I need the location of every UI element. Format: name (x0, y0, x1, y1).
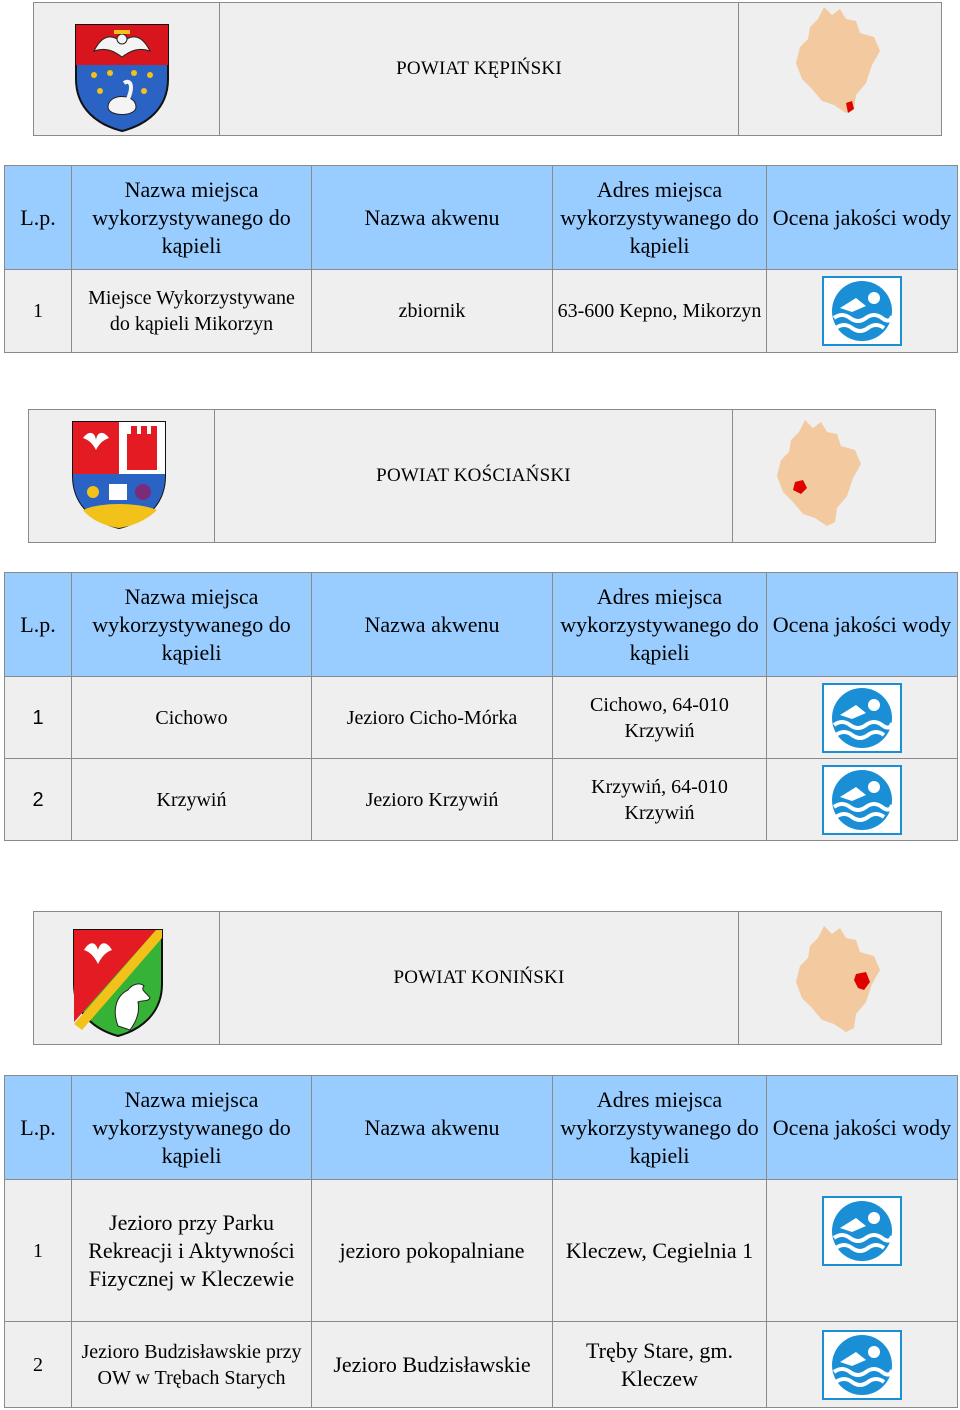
row-place: Jezioro przy Parku Rekreacji i Aktywności Fizycznej w Kleczewie (72, 1180, 312, 1322)
swimmer-icon (822, 683, 902, 753)
row-address: Kleczew, Cegielnia 1 (553, 1180, 767, 1322)
table-row (5, 677, 958, 759)
header-address: Adres miejsca wykorzystywanego do kąpieli (553, 1076, 767, 1180)
region-map-icon (775, 418, 865, 528)
row-place: Cichowo (72, 677, 312, 759)
row-water: Jezioro Krzywiń (312, 759, 553, 841)
row-address: Cichowo, 64-010 Krzywiń (553, 677, 767, 759)
row-address: 63-600 Kepno, Mikorzyn (553, 270, 767, 353)
header-water: Nazwa akwenu (312, 1076, 553, 1180)
row-lp: 1 (5, 677, 72, 759)
row-water: Jezioro Cicho-Mórka (312, 677, 553, 759)
header-quality: Ocena jakości wody (767, 166, 958, 270)
header-address: Adres miejsca wykorzystywanego do kąpieli (553, 573, 767, 677)
row-quality (767, 1180, 958, 1322)
header-place: Nazwa miejsca wykorzystywanego do kąpieli (72, 573, 312, 677)
coat-of-arms-konin-icon (70, 926, 166, 1038)
header-place: Nazwa miejsca wykorzystywanego do kąpieli (72, 166, 312, 270)
header-water: Nazwa akwenu (312, 573, 553, 677)
header-quality: Ocena jakości wody (767, 573, 958, 677)
swimmer-icon (822, 1330, 902, 1400)
row-quality (767, 759, 958, 841)
map-cell (738, 3, 943, 135)
header-quality: Ocena jakości wody (767, 1076, 958, 1180)
region-map-icon (794, 5, 884, 115)
swimmer-icon (822, 765, 902, 835)
powiat-title: POWIAT KONIŃSKI (393, 967, 565, 988)
header-place: Nazwa miejsca wykorzystywanego do kąpieli (72, 1076, 312, 1180)
powiat-banner-kepno (33, 2, 942, 136)
row-quality (767, 270, 958, 353)
row-lp: 2 (5, 759, 72, 841)
row-lp: 2 (5, 1322, 72, 1408)
powiat-title: POWIAT KĘPIŃSKI (396, 58, 562, 79)
row-place: Krzywiń (72, 759, 312, 841)
bathing-table-konin (4, 1075, 958, 1408)
table-row (5, 270, 958, 353)
row-quality (767, 677, 958, 759)
region-map-icon (794, 924, 884, 1034)
coat-of-arms-cell (34, 912, 220, 1044)
powiat-banner-konin (33, 911, 942, 1045)
row-quality (767, 1322, 958, 1408)
bathing-table-koscian (4, 572, 958, 841)
row-lp: 1 (5, 1180, 72, 1322)
row-place: Miejsce Wykorzystywane do kąpieli Mikorzyn (72, 270, 312, 353)
coat-of-arms-cell (34, 3, 220, 135)
header-address: Adres miejsca wykorzystywanego do kąpieli (553, 166, 767, 270)
header-lp: L.p. (5, 166, 72, 270)
bathing-table-kepno (4, 165, 958, 353)
swimmer-icon (822, 1196, 902, 1266)
table-row (5, 1180, 958, 1322)
row-water: zbiornik (312, 270, 553, 353)
coat-of-arms-kepno-icon (72, 21, 172, 133)
header-water: Nazwa akwenu (312, 166, 553, 270)
row-place: Jezioro Budzisławskie przy OW w Trębach Starych (72, 1322, 312, 1408)
row-lp: 1 (5, 270, 72, 353)
powiat-title: POWIAT KOŚCIAŃSKI (376, 465, 571, 486)
map-cell (738, 912, 943, 1044)
row-address: Krzywiń, 64-010 Krzywiń (553, 759, 767, 841)
coat-of-arms-koscian-icon (69, 418, 169, 530)
table-row (5, 1322, 958, 1408)
header-lp: L.p. (5, 1076, 72, 1180)
row-water: Jezioro Budzisławskie (312, 1322, 553, 1408)
coat-of-arms-cell (29, 410, 215, 542)
header-lp: L.p. (5, 573, 72, 677)
swimmer-icon (822, 276, 902, 346)
row-address: Tręby Stare, gm. Kleczew (553, 1322, 767, 1408)
table-row (5, 759, 958, 841)
powiat-banner-koscian (28, 409, 936, 543)
row-water: jezioro pokopalniane (312, 1180, 553, 1322)
map-cell (732, 410, 937, 542)
